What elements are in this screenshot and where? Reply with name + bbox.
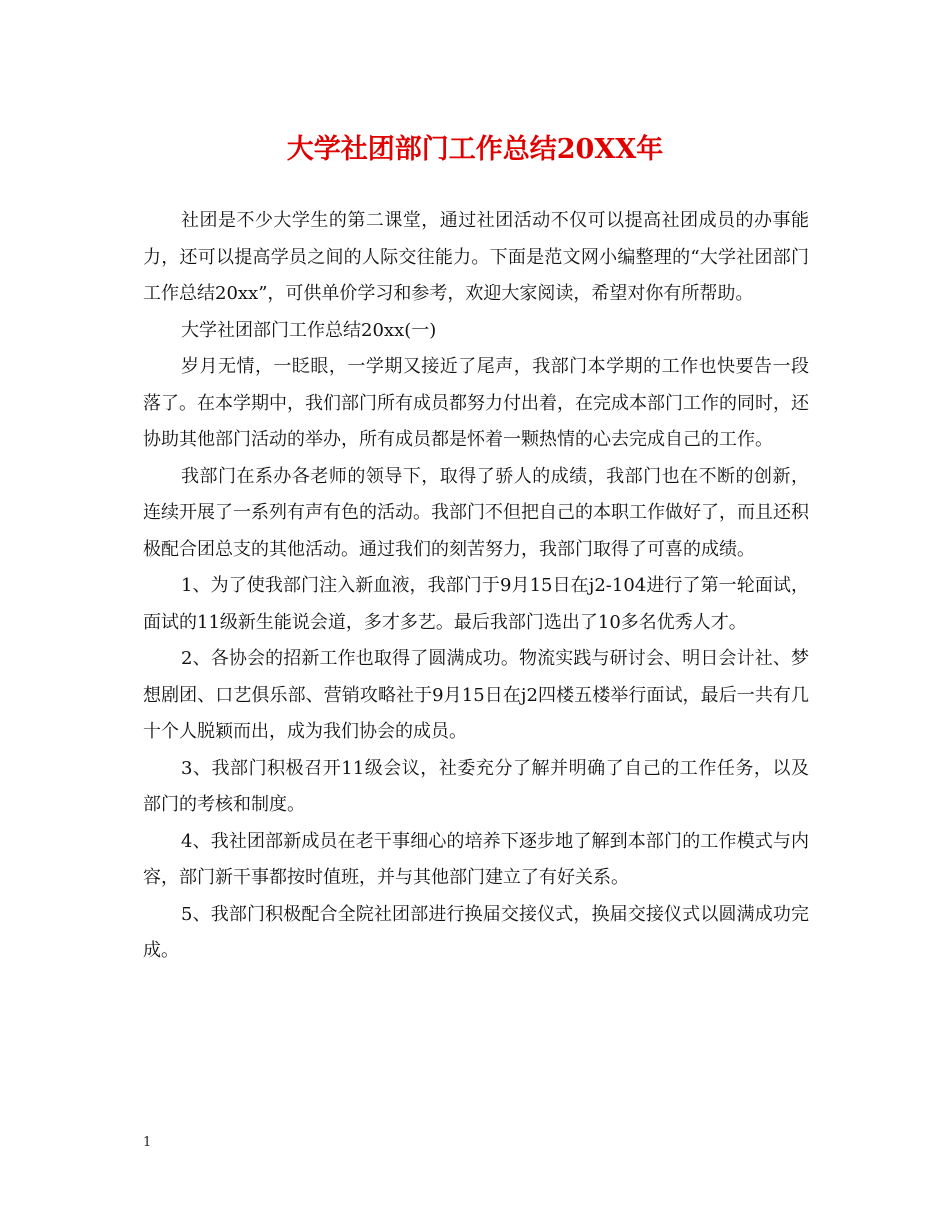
body-paragraph: 我部门在系办各老师的领导下，取得了骄人的成绩，我部门也在不断的创新，连续开展了一系列有声有色的活动。我部门不但把自己的本职工作做好了，而且还积极配合团总支的其他活动。通过我们的刻苦努力，我部门取得了可喜的成绩。 bbox=[143, 465, 809, 560]
list-item-2: 2、各协会的招新工作也取得了圆满成功。物流实践与研讨会、明日会计社、梦想剧团、口艺俱乐部、营销攻略社于9月15日在j2四楼五楼举行面试，最后一共有几十个人脱颖而出，成为我们协会的成员。 bbox=[143, 648, 809, 742]
document-body bbox=[143, 203, 809, 970]
body-paragraph: 岁月无情，一眨眼，一学期又接近了尾声，我部门本学期的工作也快要告一段落了。在本学期中，我们部门所有成员都努力付出着，在完成本部门工作的同时，还协助其他部门活动的举办，所有成员都是怀着一颗热情的心去完成自己的工作。 bbox=[143, 356, 809, 450]
list-item-5: 5、我部门积极配合全院社团部进行换届交接仪式，换届交接仪式以圆满成功完成。 bbox=[143, 903, 809, 961]
document-title: 大学社团部门工作总结20XX年 bbox=[286, 134, 664, 165]
section-heading: 大学社团部门工作总结20xx(一) bbox=[181, 319, 437, 341]
list-item-3: 3、我部门积极召开11级会议，社委充分了解并明确了自己的工作任务，以及部门的考核和制度。 bbox=[143, 757, 809, 815]
intro-paragraph: 社团是不少大学生的第二课堂，通过社团活动不仅可以提高社团成员的办事能力，还可以提高学员之间的人际交往能力。下面是范文网小编整理的“大学社团部门工作总结20xx”，可供单价学习和参考，欢迎大家阅读，希望对你有所帮助。 bbox=[143, 210, 809, 304]
page-number: 1 bbox=[143, 1135, 152, 1150]
list-item-1: 1、为了使我部门注入新血液，我部门于9月15日在j2-104进行了第一轮面试，面试的11级新生能说会道，多才多艺。最后我部门选出了10多名优秀人才。 bbox=[143, 575, 809, 633]
list-item-4: 4、我社团部新成员在老干事细心的培养下逐步地了解到本部门的工作模式与内容，部门新干事都按时值班，并与其他部门建立了有好关系。 bbox=[143, 830, 809, 888]
